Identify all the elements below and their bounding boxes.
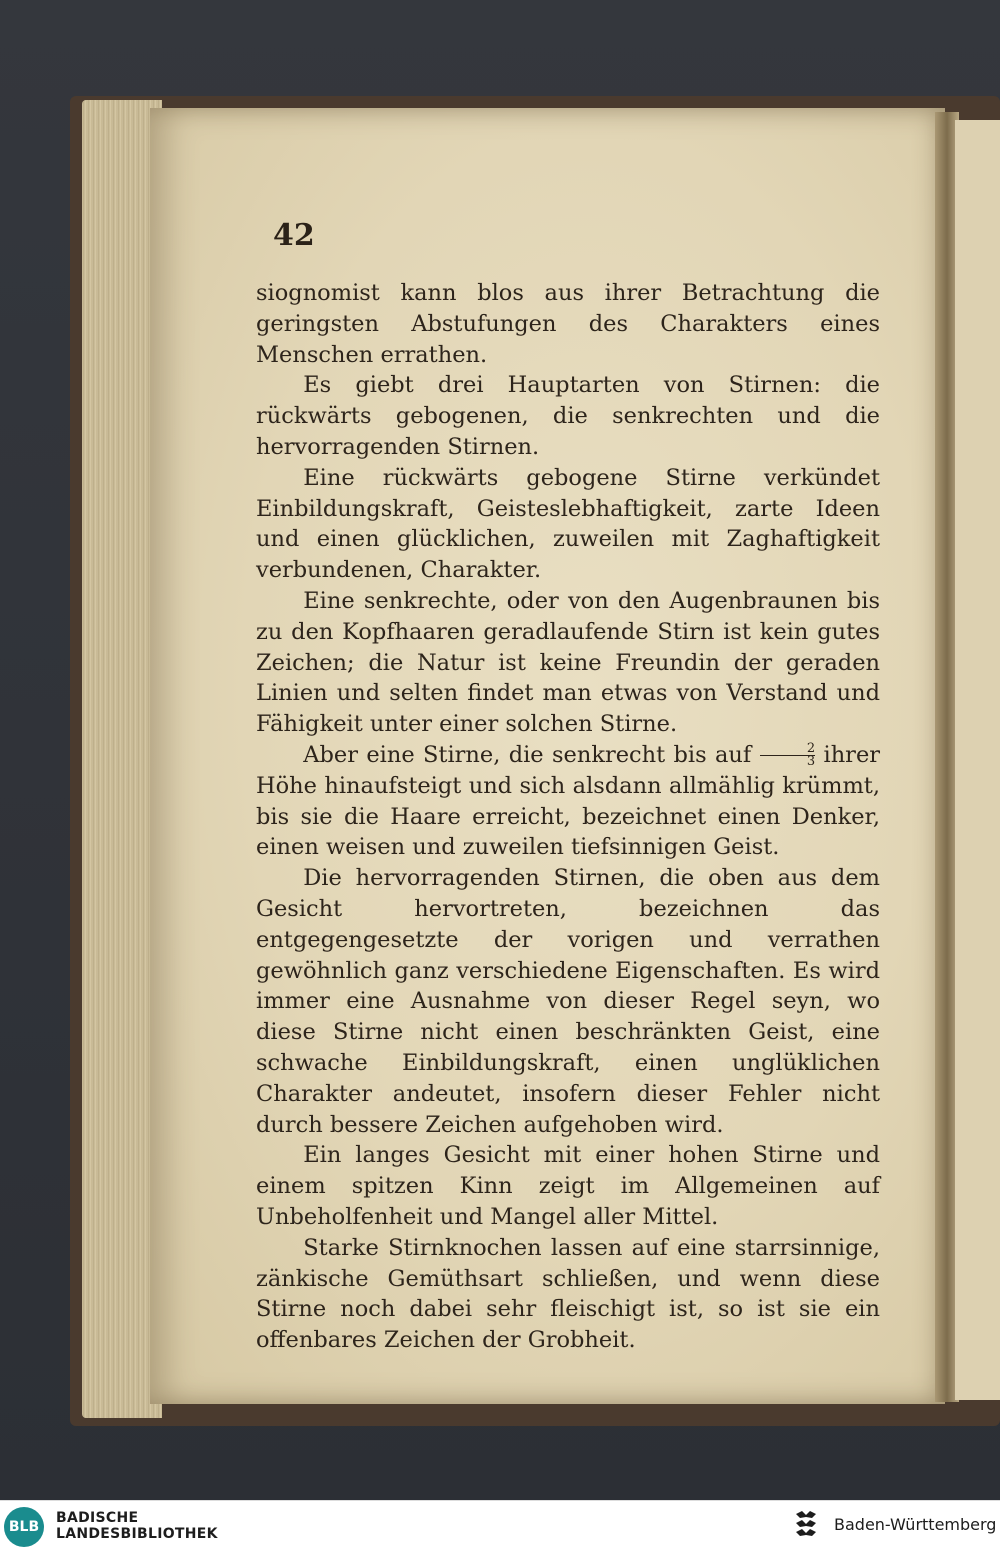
blb-logo-icon[interactable]: BLB [4,1507,44,1547]
state-name[interactable]: Baden-Württemberg [834,1515,997,1534]
baden-wuerttemberg-lions-icon[interactable] [792,1508,826,1542]
paragraph: Es giebt drei Hauptarten von Stirnen: die rückwärts gebogenen, die senkrechten und die hervorragenden Stirnen. [256,372,880,460]
paragraph: Die hervorragenden Stirnen, die oben aus dem Gesicht hervortreten, bezeichnen das entgegengesetzte der vorigen und verrathen gewöhnlich ganz verschiedene Eigenschaften. Es wird immer eine Ausnahme von dieser Regel seyn, wo diese Stirne nicht einen beschränkten Geist, eine schwache Einbildungskraft, einen unglüklichen Charakter andeutet, insofern dieser Fehler nicht durch bessere Zeichen aufgehoben wird. [256,865,880,1138]
paragraph: Starke Stirnknochen lassen auf eine starrsinnige, zänkische Gemüthsart schließen, und wenn diese Stirne noch dabei sehr fleischigt ist, so ist sie ein offenbares Zeichen der Grobheit. [256,1234,880,1354]
fraction [760,743,816,768]
paragraph: Eine senkrechte, oder von den Augenbraunen bis zu den Kopfhaaren geradlaufende Stirn ist kein gutes Zeichen; die Natur ist keine Freundin der geraden Linien und selten findet man etwas von Verstand und Fähigkeit unter einer solchen Stirne. [256,587,880,738]
fraction-text-after: ihrer Höhe hinaufsteigt und sich alsdann allmählig krümmt, bis sie die Haare erreicht, bezeichnet einen Denker, einen weisen und zuweilen tiefsinnigen Geist. [256,741,881,861]
page-text [256,278,880,1356]
paragraph: siognomist kann blos aus ihrer Betrachtung die geringsten Abstufungen des Charakters eines Menschen errathen. [256,280,880,368]
page-number: 42 [273,218,315,253]
paragraph-with-fraction [256,740,880,863]
paragraph: Eine rückwärts gebogene Stirne verkündet Einbildungskraft, Geisteslebhaftigkeit, zarte Ideen und einen glücklichen, zuweilen mit Zaghaftigkeit verbundenen, Charakter. [256,464,880,584]
viewer-footer [0,1500,1000,1550]
library-name[interactable] [56,1510,218,1542]
paragraph: Ein langes Gesicht mit einer hohen Stirne und einem spitzen Kinn zeigt im Allgemeinen auf Unbeholfenheit und Mangel aller Mittel. [256,1142,880,1230]
fraction-numerator: 2 [806,741,816,757]
facing-page-edge [955,120,1000,1400]
fraction-denominator: 3 [760,755,816,768]
library-name-line2: LANDESBIBLIOTHEK [56,1526,218,1542]
library-name-line1: BADISCHE [56,1510,139,1526]
fraction-text-before: Aber eine Stirne, die senkrecht bis auf [303,741,752,768]
